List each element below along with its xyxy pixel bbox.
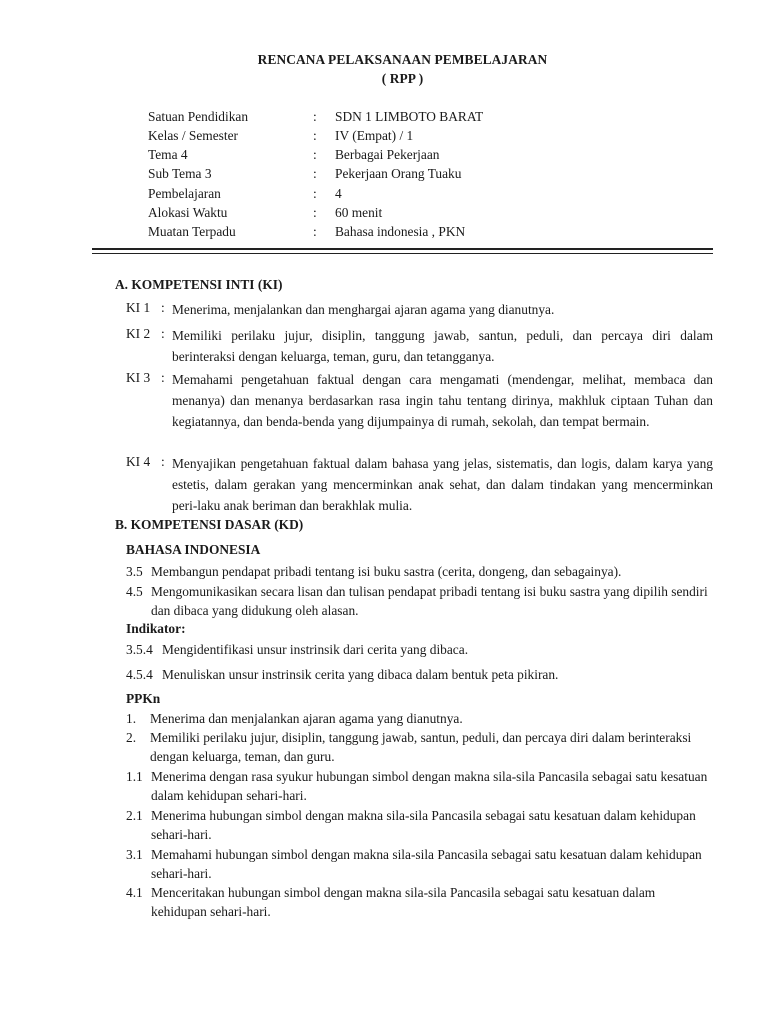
ki-code: KI 1 — [126, 300, 151, 315]
kd-number: 3.5 — [126, 564, 143, 579]
meta-label: Muatan Terpadu — [148, 224, 236, 239]
ppkn-number: 4.1 — [126, 885, 143, 900]
ppkn-text: Menerima dan menjalankan ajaran agama yang dianutnya. — [150, 711, 463, 726]
meta-colon: : — [313, 224, 317, 239]
ki-text: Menerima, menjalankan dan menghargai ajaran agama yang dianutnya. — [172, 302, 555, 317]
meta-value: 60 menit — [335, 205, 383, 220]
meta-value: SDN 1 LIMBOTO BARAT — [335, 109, 484, 124]
ki-text: Memiliki perilaku jujur, disiplin, tanggung jawab, santun, peduli, dan percaya diri dalam berinteraksi dengan keluarga, teman, guru, dan tetangganya. — [172, 328, 713, 364]
meta-label: Tema 4 — [148, 147, 188, 162]
ki-code: KI 4 — [126, 454, 151, 469]
meta-label: Alokasi Waktu — [148, 205, 228, 220]
ppkn-heading: PPKn — [126, 691, 161, 706]
ppkn-text: Menceritakan hubungan simbol dengan makna sila-sila Pancasila sebagai satu kesatuan dalam kehidupan sehari-hari. — [151, 885, 656, 920]
indikator-heading: Indikator: — [126, 621, 186, 636]
meta-value: IV (Empat) / 1 — [335, 128, 414, 143]
indikator-number: 4.5.4 — [126, 667, 153, 682]
document-title: RENCANA PELAKSANAAN PEMBELAJARAN — [257, 52, 548, 67]
meta-value: Berbagai Pekerjaan — [335, 147, 440, 162]
indikator-number: 3.5.4 — [126, 642, 153, 657]
meta-colon: : — [313, 147, 317, 162]
ki-text: Menyajikan pengetahuan faktual dalam bahasa yang jelas, sistematis, dan logis, dalam karya yang estetis, dalam gerakan yang mencerminkan anak sehat, dan dalam tindakan yang mencerminkan peri-laku anak beriman dan berakhlak mulia. — [172, 456, 713, 513]
bahasa-indonesia-heading: BAHASA INDONESIA — [126, 542, 261, 557]
ki-code: KI 3 — [126, 370, 151, 385]
meta-colon: : — [313, 109, 317, 124]
meta-value: Bahasa indonesia , PKN — [335, 224, 466, 239]
ki-colon: : — [161, 300, 165, 315]
section-b-heading: B. KOMPETENSI DASAR (KD) — [115, 517, 304, 532]
meta-label: Kelas / Semester — [148, 128, 238, 143]
kd-text: Membangun pendapat pribadi tentang isi buku sastra (cerita, dongeng, dan sebagainya). — [151, 564, 622, 579]
kd-text: Mengomunikasikan secara lisan dan tulisan pendapat pribadi tentang isi buku sastra yang dipilih sendiri dan dibaca yang didukung oleh alasan. — [151, 584, 708, 619]
section-a-heading: A. KOMPETENSI INTI (KI) — [115, 277, 283, 292]
meta-value: Pekerjaan Orang Tuaku — [335, 166, 462, 181]
meta-colon: : — [313, 166, 317, 181]
meta-label: Satuan Pendidikan — [148, 109, 249, 124]
ppkn-number: 1. — [126, 711, 137, 726]
ppkn-text: Menerima hubungan simbol dengan makna sila-sila Pancasila sebagai satu kesatuan dalam kehidupan sehari-hari. — [151, 808, 696, 843]
header-divider-thin — [92, 253, 713, 254]
ppkn-text: Menerima dengan rasa syukur hubungan simbol dengan makna sila-sila Pancasila sebagai satu kesatuan dalam kehidupan sehari-hari. — [151, 769, 708, 804]
indikator-text: Menuliskan unsur instrinsik cerita yang dibaca dalam bentuk peta pikiran. — [162, 667, 559, 682]
ki-code: KI 2 — [126, 326, 151, 341]
ppkn-number: 2. — [126, 730, 137, 745]
ppkn-text: Memiliki perilaku jujur, disiplin, tanggung jawab, santun, peduli, dan percaya diri dalam berinteraksi dengan keluarga, teman, dan guru. — [150, 730, 692, 765]
document-subtitle: ( RPP ) — [381, 71, 424, 86]
ki-text: Memahami pengetahuan faktual dengan cara mengamati (mendengar, melihat, membaca dan menanya) dan menanya berdasarkan rasa ingin tahu tentang dirinya, makhluk ciptaan Tuhan dan kegiatannya, dan benda-benda yang dijumpainya di rumah, sekolah, dan tempat bermain. — [172, 372, 713, 429]
ki-colon: : — [161, 370, 165, 385]
ki-colon: : — [161, 326, 165, 341]
ppkn-number: 2.1 — [126, 808, 143, 823]
ppkn-number: 1.1 — [126, 769, 143, 784]
ki-colon: : — [161, 454, 165, 469]
ppkn-number: 3.1 — [126, 847, 143, 862]
meta-label: Sub Tema 3 — [148, 166, 212, 181]
meta-value: 4 — [335, 186, 342, 201]
meta-colon: : — [313, 186, 317, 201]
meta-colon: : — [313, 128, 317, 143]
ppkn-text: Memahami hubungan simbol dengan makna sila-sila Pancasila sebagai satu kesatuan dalam kehidupan sehari-hari. — [151, 847, 702, 882]
header-divider-thick — [92, 248, 713, 250]
kd-number: 4.5 — [126, 584, 143, 599]
meta-label: Pembelajaran — [148, 186, 221, 201]
indikator-text: Mengidentifikasi unsur instrinsik dari cerita yang dibaca. — [162, 642, 469, 657]
meta-colon: : — [313, 205, 317, 220]
